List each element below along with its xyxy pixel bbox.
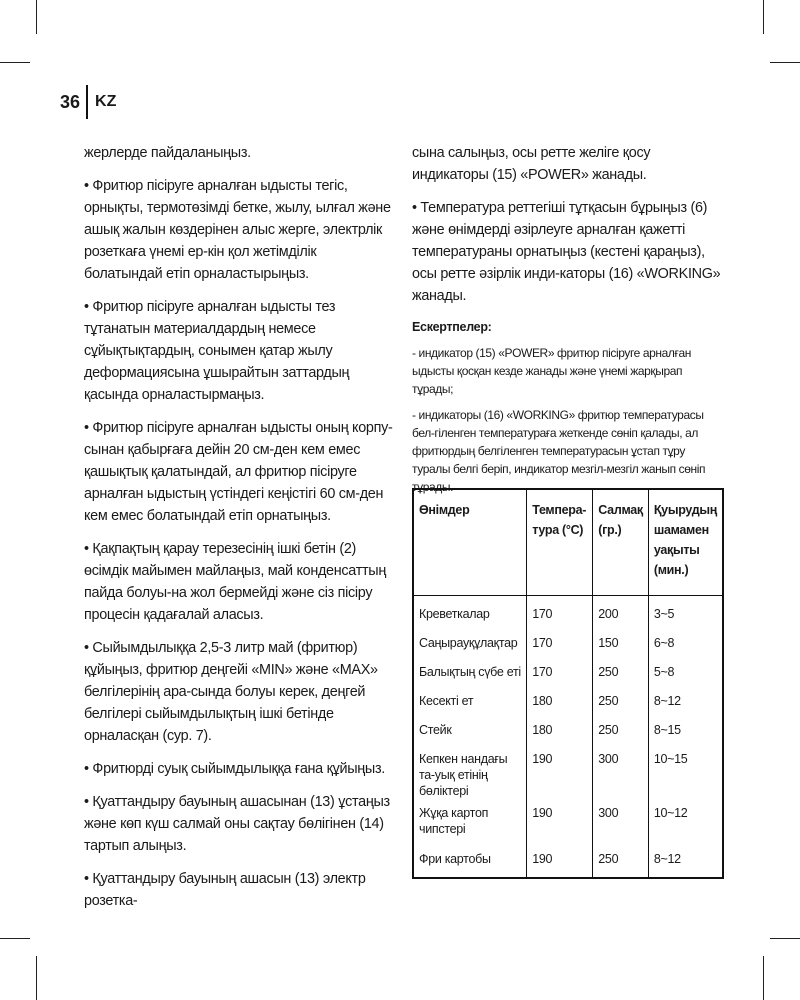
paragraph: сына салыңыз, осы ретте желіге қосу индикаторы (15) «POWER» жанады. [412, 145, 651, 183]
notes-title: Ескертпелер: [412, 320, 492, 334]
cell-product: Креветкалар [413, 596, 527, 632]
cell-time: 10~15 [648, 748, 723, 802]
crop-mark [0, 62, 30, 63]
cell-product: Балықтың сүбе еті [413, 661, 527, 690]
cell-weight: 250 [593, 848, 649, 878]
crop-mark [763, 956, 764, 1000]
paragraph: • Қуаттандыру бауының ашасын (13) электр розетка- [84, 871, 366, 909]
page-header [60, 88, 116, 116]
cooking-table [412, 488, 724, 879]
crop-mark [770, 62, 800, 63]
table-row [413, 596, 723, 632]
cell-weight: 250 [593, 690, 649, 719]
crop-mark [36, 956, 37, 1000]
cell-temperature: 180 [527, 690, 593, 719]
cell-weight: 250 [593, 719, 649, 748]
cell-product: Саңырауқұлақтар [413, 632, 527, 661]
cell-product: Жұқа картоп чипстері [413, 802, 527, 848]
table-row [413, 661, 723, 690]
cell-time: 8~12 [648, 690, 723, 719]
cell-temperature: 170 [527, 632, 593, 661]
table-row [413, 748, 723, 802]
cell-product: Кесекті ет [413, 690, 527, 719]
crop-mark [36, 0, 37, 34]
header-frying-time: Қуырудың шамамен уақыты (мин.) [648, 489, 723, 596]
paragraph: • Қуаттандыру бауының ашасынан (13) ұстаңыз және көп күш салмай оны сақтау бөлігінен (14) тартып алыңыз. [84, 794, 390, 854]
table-row [413, 632, 723, 661]
cell-temperature: 170 [527, 661, 593, 690]
crop-mark [0, 938, 30, 939]
paragraph: • Фритюр пісіруге арналған ыдысты оның корпу-сынан қабырғаға дейін 20 см-ден кем емес қашықтық қалатындай, ал фритюр пісіруге арналған ыдыстың үстіндегі кеңістігі 60 см-ден кем емес болатындай етіп орнатыңыз. [84, 420, 393, 524]
header-divider [86, 85, 88, 119]
cell-product: Кепкен нандағы та-уық етінің бөліктері [413, 748, 527, 802]
paragraph: жерлерде пайдаланыңыз. [84, 145, 251, 161]
cell-temperature: 170 [527, 596, 593, 632]
table-header-row [413, 489, 723, 596]
header-temperature: Темпера-тура (°С) [527, 489, 593, 596]
cell-time: 3~5 [648, 596, 723, 632]
cell-product: Стейк [413, 719, 527, 748]
table-row [413, 848, 723, 878]
right-column [412, 142, 722, 504]
cell-weight: 300 [593, 802, 649, 848]
cell-time: 8~12 [648, 848, 723, 878]
language-code: KZ [95, 93, 117, 110]
cell-time: 5~8 [648, 661, 723, 690]
cell-weight: 300 [593, 748, 649, 802]
note-item: - индикатор (15) «POWER» фритюр пісіруге арналған ыдысты қосқан кезде жанады және үнемі жарқырап тұрады; [412, 346, 691, 396]
cell-temperature: 190 [527, 848, 593, 878]
cell-time: 10~12 [648, 802, 723, 848]
table-row [413, 719, 723, 748]
page-number: 36 [60, 91, 81, 112]
cell-time: 6~8 [648, 632, 723, 661]
cell-weight: 150 [593, 632, 649, 661]
crop-mark [770, 938, 800, 939]
paragraph: • Фритюрді суық сыйымдылыққа ғана құйыңыз. [84, 761, 385, 777]
note-item: - индикаторы (16) «WORKING» фритюр температурасы бел-гіленген температураға жеткенде сөніп қалады, ал фритюрдың белгіленген температурасын ұстап тұру туралы белгі беріп, индикатор мезгіл-мезгіл жанып сөніп тұрады. [412, 408, 706, 494]
paragraph: • Сыйымдылыққа 2,5-3 литр май (фритюр) құйыңыз, фритюр деңгейі «MIN» және «MAX» белгілерінің ара-сында болуы керек, деңгей белгілері сыйымдылықтың ішкі бетінде орналасқан (сур. 7). [84, 640, 378, 744]
table-row [413, 690, 723, 719]
header-weight: Салмақ (гр.) [593, 489, 649, 596]
cell-time: 8~15 [648, 719, 723, 748]
header-products: Өнімдер [413, 489, 527, 596]
cell-temperature: 190 [527, 802, 593, 848]
cell-weight: 200 [593, 596, 649, 632]
cell-temperature: 180 [527, 719, 593, 748]
paragraph: • Фритюр пісіруге арналған ыдысты тегіс, орнықты, термотөзімді бетке, жылу, ылғал және ашық жалын көздерінен алыс жерге, электрлік розеткаға үнемі ер-кін қол жетімділік болатындай етіп орналастырыңыз. [84, 178, 391, 282]
left-column [84, 142, 394, 923]
table-row [413, 802, 723, 848]
paragraph: • Қақпақтың қарау терезесінің ішкі бетін (2) өсімдік майымен майлаңыз, май конденсаттың пайда болуы-на жол бермейді және сіз пісіру процесін қадағалай аласыз. [84, 541, 386, 623]
cell-product: Фри картобы [413, 848, 527, 878]
crop-mark [763, 0, 764, 34]
paragraph: • Фритюр пісіруге арналған ыдысты тез тұтанатын материалдардың немесе сұйықтықтардың, сонымен қатар жылу деформациясына ұшырайтын заттардың қасында орналастырмаңыз. [84, 299, 350, 403]
cell-weight: 250 [593, 661, 649, 690]
cell-temperature: 190 [527, 748, 593, 802]
paragraph: • Температура реттегіші тұтқасын бұрыңыз (6) және өнімдерді әзірлеуге арналған қажетті температураны орнатыңыз (кестені қараңыз), осы ретте әзірлік инди-каторы (16) «WORKING» жанады. [412, 200, 721, 304]
